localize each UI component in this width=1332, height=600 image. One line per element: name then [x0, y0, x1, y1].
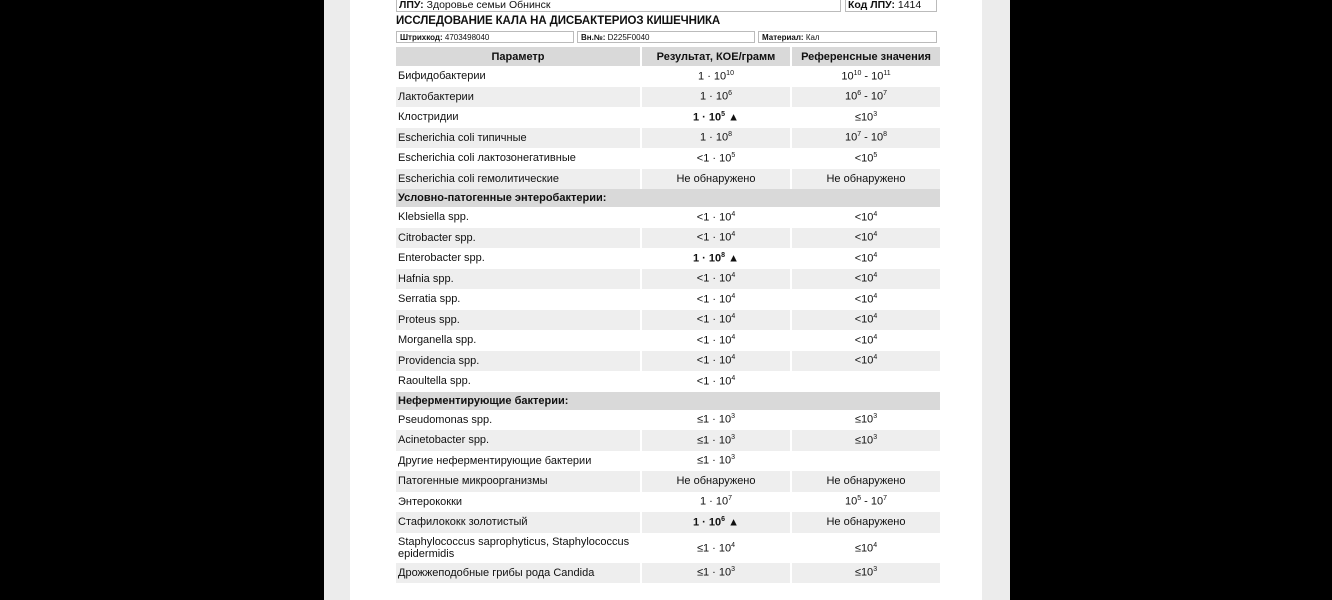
section-header-row	[396, 189, 940, 207]
reference-cell: $<10^4$	[854, 210, 878, 224]
lpu-field	[396, 0, 841, 12]
parameter-cell: Бифидобактерии	[398, 70, 486, 83]
table-row	[396, 148, 940, 169]
reference-cell: Не обнаружено	[792, 471, 940, 492]
table-row	[396, 512, 940, 533]
result-cell: $1 \cdot 10^7$	[699, 495, 733, 509]
parameter-cell: Энтерококки	[398, 495, 463, 508]
result-cell: $\le 1 \cdot 10^3$	[642, 563, 790, 584]
lpu-value: Здоровье семьи Обнинск	[426, 0, 551, 11]
reference-cell: $<10^4$	[854, 292, 878, 306]
material-field	[758, 31, 937, 43]
result-cell: $1 \cdot 10^5$ ▲	[693, 110, 739, 124]
table-row	[396, 471, 940, 492]
column-header-parameter: Параметр	[396, 47, 640, 66]
result-cell: $\le 1 \cdot 10^4$	[696, 542, 736, 555]
table-row	[396, 128, 940, 149]
table-row	[396, 269, 940, 290]
table-row	[396, 87, 940, 108]
reference-cell	[792, 451, 940, 472]
column-header-result: Результат, КОЕ/грамм	[642, 47, 790, 66]
parameter-cell: Serratia spp.	[398, 293, 461, 306]
table-row	[396, 228, 940, 249]
report-title: ИССЛЕДОВАНИЕ КАЛА НА ДИСБАКТЕРИОЗ КИШЕЧНИКА	[396, 15, 721, 27]
result-cell: $<1 \cdot 10^4$	[696, 210, 736, 224]
parameter-cell: Дрожжеподобные грибы рода Candida	[396, 563, 640, 584]
parameter-cell: Патогенные микроорганизмы	[396, 471, 640, 492]
parameter-cell: Staphylococcus saprophyticus, Staphylococcus epidermidis	[398, 535, 630, 560]
reference-cell: $10^7 - 10^8$	[792, 128, 940, 149]
lpu-label: ЛПУ:	[399, 0, 424, 11]
parameter-cell: Escherichia coli типичные	[396, 128, 640, 149]
reference-cell: $10^{10} - 10^{11}$	[841, 69, 891, 83]
result-cell: $\le 1 \cdot 10^3$	[696, 413, 736, 427]
table-row	[396, 330, 940, 351]
result-cell: $1 \cdot 10^8$	[642, 128, 790, 149]
reference-cell: $\le 10^3$	[854, 110, 878, 124]
table-row	[396, 248, 940, 269]
table-row	[396, 430, 940, 451]
barcode-value: 4703498040	[444, 33, 490, 42]
result-cell: $1 \cdot 10^8$ ▲	[693, 251, 739, 265]
table-header-row	[396, 47, 940, 66]
reference-cell	[792, 371, 940, 392]
table-row	[396, 169, 940, 190]
parameter-cell: Лактобактерии	[396, 87, 640, 108]
barcode-field	[396, 31, 574, 43]
result-cell: $1 \cdot 10^{10}$	[698, 69, 734, 83]
internal-number-value: D225F0040	[607, 33, 650, 42]
reference-cell: $<10^4$	[792, 269, 940, 290]
parameter-cell: Raoultella spp.	[398, 375, 471, 388]
section-title: Неферментирующие бактерии:	[396, 392, 940, 410]
reference-cell: $\le 10^3$	[792, 563, 940, 584]
reference-cell: $<10^4$	[792, 228, 940, 249]
column-header-reference: Референсные значения	[792, 47, 940, 66]
result-cell: $<1 \cdot 10^4$	[642, 351, 790, 372]
result-cell: Не обнаружено	[642, 169, 790, 190]
material-value: Кал	[805, 33, 820, 42]
table-row	[396, 563, 940, 584]
internal-number-label: Вн.№:	[581, 33, 606, 42]
result-cell: $<1 \cdot 10^4$	[642, 269, 790, 290]
parameter-cell: Morganella spp.	[398, 334, 477, 347]
section-header-row	[396, 392, 940, 410]
material-label: Материал:	[762, 33, 804, 42]
parameter-cell: Другие неферментирующие бактерии	[398, 454, 592, 467]
table-row	[396, 310, 940, 331]
parameter-cell: Pseudomonas spp.	[398, 413, 493, 426]
parameter-cell: Providencia spp.	[396, 351, 640, 372]
reference-cell: $<10^4$	[854, 333, 878, 347]
lpu-code-value: 1414	[897, 0, 922, 11]
internal-number-field	[577, 31, 755, 43]
result-cell: Не обнаружено	[642, 471, 790, 492]
parameter-cell: Escherichia coli гемолитические	[396, 169, 640, 190]
parameter-cell: Acinetobacter spp.	[396, 430, 640, 451]
result-cell: $<1 \cdot 10^4$	[696, 374, 736, 388]
result-cell: $1 \cdot 10^6$	[642, 87, 790, 108]
table-row	[396, 410, 940, 431]
table-row	[396, 371, 940, 392]
parameter-cell: Enterobacter spp.	[398, 252, 485, 265]
result-cell: $1 \cdot 10^6$ ▲	[642, 512, 790, 533]
result-cell: $\le 1 \cdot 10^3$	[642, 430, 790, 451]
table-row	[396, 533, 940, 563]
results-table	[394, 47, 942, 583]
reference-cell: $<10^5$	[854, 151, 878, 165]
parameter-cell: Стафилококк золотистый	[396, 512, 640, 533]
result-cell: $\le 1 \cdot 10^3$	[696, 454, 736, 468]
table-row	[396, 207, 940, 228]
table-row	[396, 451, 940, 472]
reference-cell: $<10^4$	[792, 310, 940, 331]
parameter-cell: Proteus spp.	[396, 310, 640, 331]
result-cell: $<1 \cdot 10^5$	[696, 151, 736, 165]
reference-cell: $10^6 - 10^7$	[792, 87, 940, 108]
reference-cell: $\le 10^3$	[854, 413, 878, 427]
table-row	[396, 351, 940, 372]
reference-cell: $10^5 - 10^7$	[844, 495, 888, 509]
table-row	[396, 289, 940, 310]
reference-cell: $<10^4$	[792, 351, 940, 372]
result-cell: $<1 \cdot 10^4$	[696, 292, 736, 306]
parameter-cell: Клостридии	[398, 111, 459, 124]
result-cell: $<1 \cdot 10^4$	[642, 228, 790, 249]
table-row	[396, 66, 940, 87]
reference-cell: Не обнаружено	[792, 512, 940, 533]
section-title: Условно-патогенные энтеробактерии:	[396, 189, 940, 207]
reference-cell: Не обнаружено	[792, 169, 940, 190]
parameter-cell: Citrobacter spp.	[396, 228, 640, 249]
parameter-cell: Hafnia spp.	[396, 269, 640, 290]
parameter-cell: Klebsiella spp.	[398, 211, 469, 224]
reference-cell: $\le 10^4$	[854, 542, 878, 555]
reference-cell: $\le 10^3$	[792, 430, 940, 451]
table-row	[396, 107, 940, 128]
reference-cell: $<10^4$	[854, 251, 878, 265]
result-cell: $<1 \cdot 10^4$	[696, 333, 736, 347]
barcode-label: Штрихкод:	[400, 33, 443, 42]
table-body	[396, 66, 940, 583]
lpu-code-field	[845, 0, 937, 12]
parameter-cell: Escherichia coli лактозонегативные	[398, 152, 576, 165]
result-cell: $<1 \cdot 10^4$	[642, 310, 790, 331]
table-row	[396, 492, 940, 513]
lpu-code-label: Код ЛПУ:	[848, 0, 895, 11]
